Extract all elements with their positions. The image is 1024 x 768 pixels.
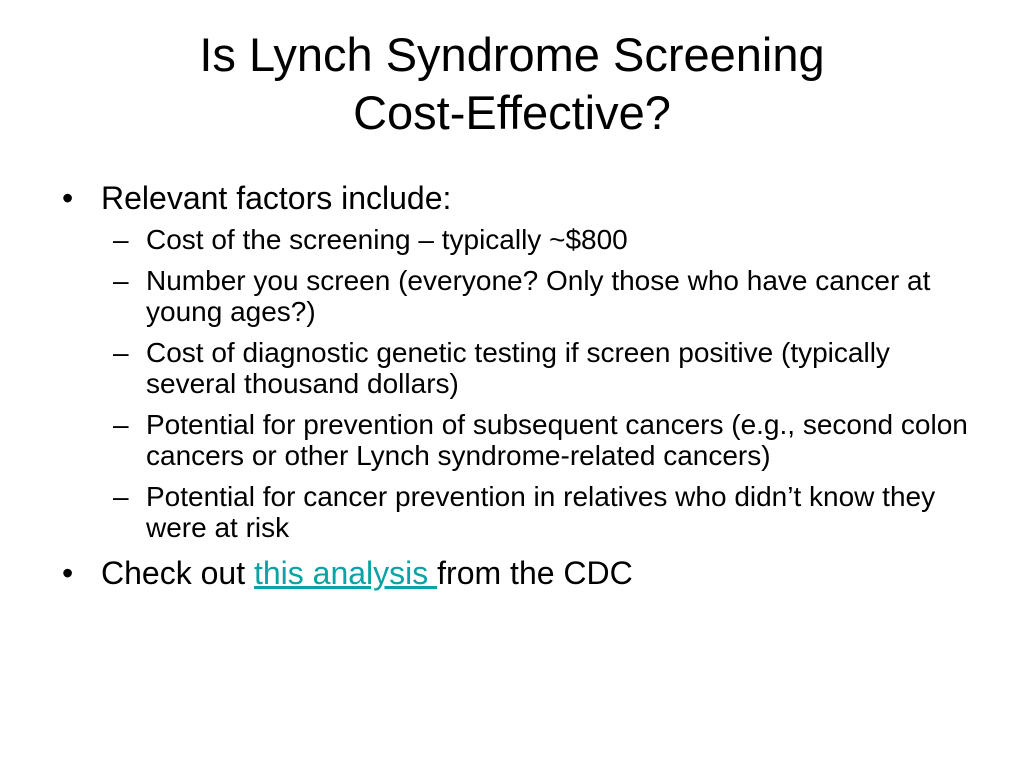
slide-title [60,26,964,142]
slide-title-line-2: Cost-Effective? [353,86,671,139]
factor-text: Potential for cancer prevention in relatives who didn’t know they were at risk [146,481,936,543]
factor-item-prevention-relatives [0,481,1024,543]
factor-text: Number you screen (everyone? Only those who have cancer at young ages?) [146,265,931,327]
slide-body [0,178,1024,593]
factor-text: Potential for prevention of subsequent cancers (e.g., second colon cancers or other Lynch syndrome-related cancers) [146,409,968,471]
factor-list [0,224,1024,543]
bullet-prefix: Check out [101,555,254,591]
factor-item-genetic-testing-cost [0,337,1024,399]
dash-marker: – [113,481,129,512]
dash-marker: – [113,337,129,368]
factor-item-screening-cost [0,224,1024,255]
slide-title-line-1: Is Lynch Syndrome Screening [199,28,825,81]
analysis-link[interactable]: this analysis [253,555,438,591]
dash-marker: – [113,409,129,440]
factor-item-number-screened [0,265,1024,327]
dash-marker: – [113,265,129,296]
bullet-suffix: from the CDC [437,555,633,591]
bullet-text: Relevant factors include: [101,180,452,216]
bullet-marker: • [62,555,74,591]
dash-marker: – [113,224,129,255]
bullet-marker: • [62,180,74,216]
bullet-check-out [0,553,1024,593]
factor-text: Cost of the screening – typically ~$800 [146,224,628,255]
factor-item-prevention-subsequent [0,409,1024,471]
bullet-relevant-factors [0,178,1024,218]
factor-text: Cost of diagnostic genetic testing if screen positive (typically several thousand dollars) [146,337,890,399]
